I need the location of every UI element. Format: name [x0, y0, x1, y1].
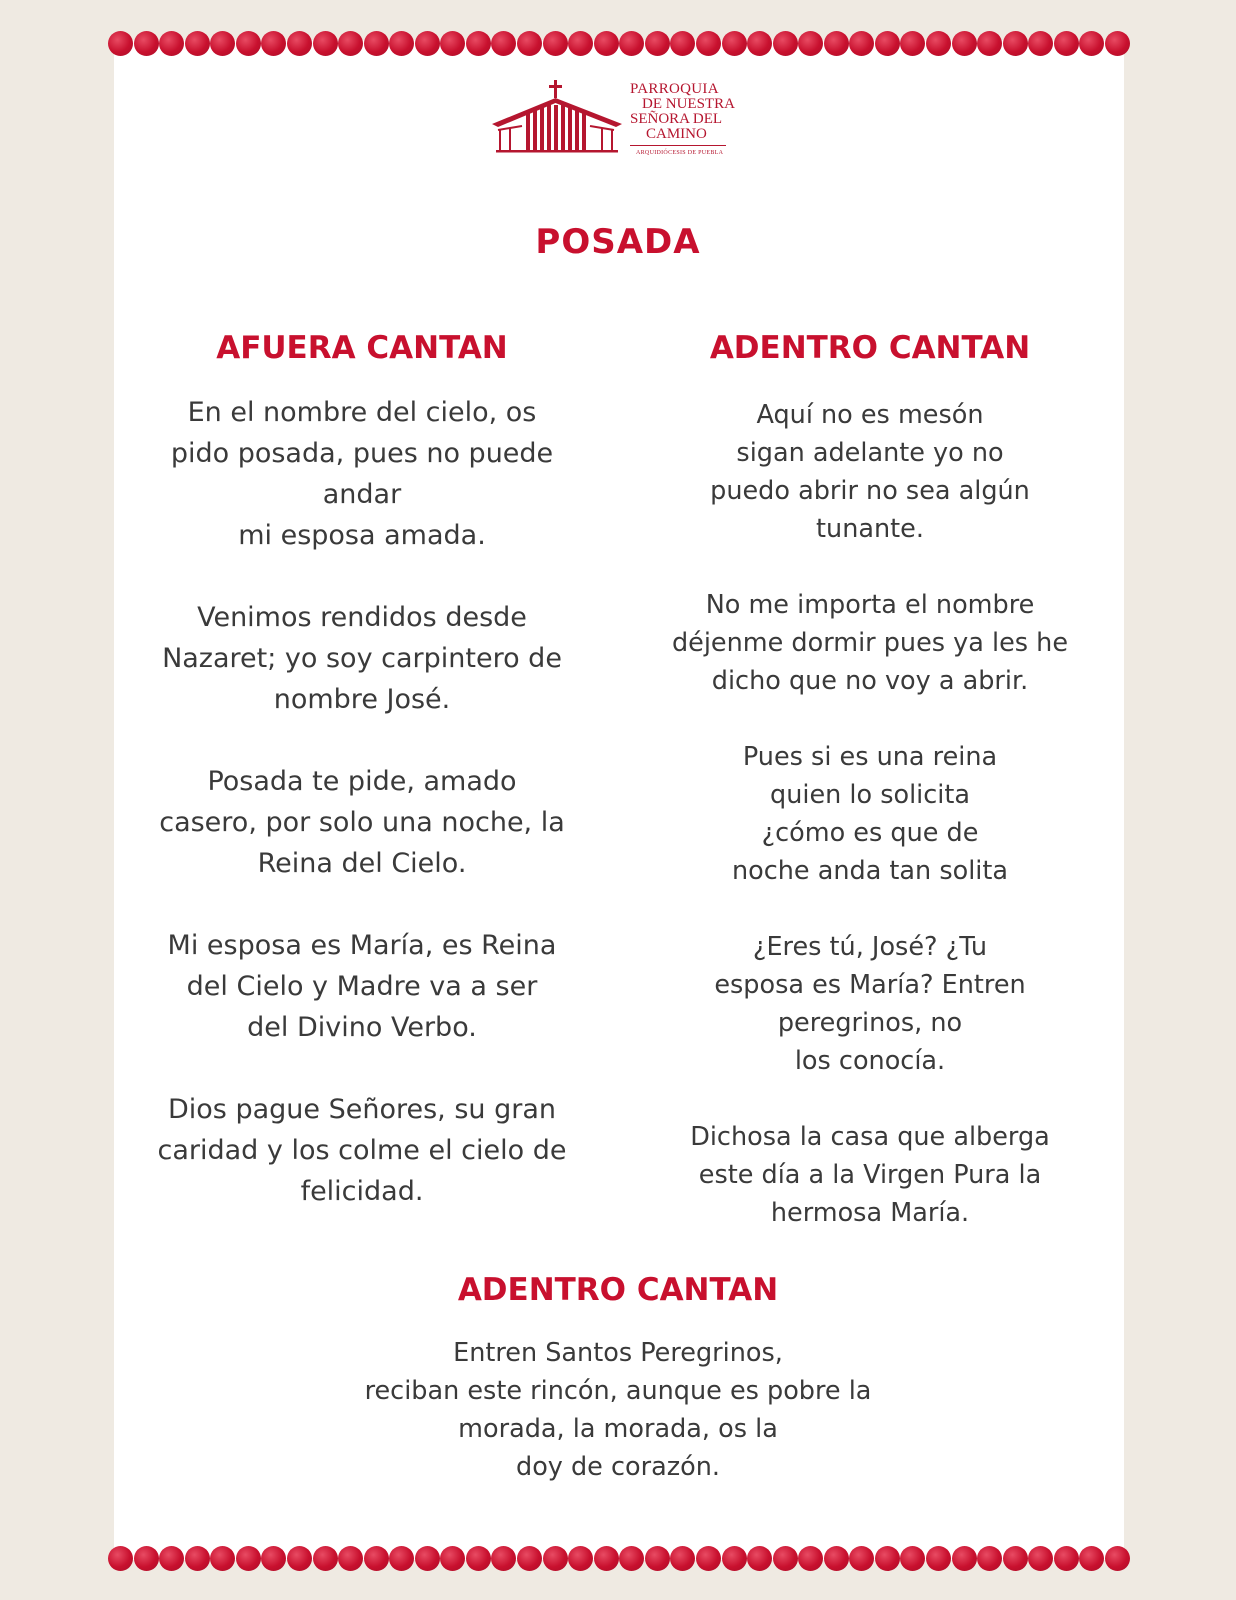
border-dot	[747, 31, 772, 56]
border-dot	[1079, 31, 1104, 56]
border-dot	[440, 31, 465, 56]
border-dot	[415, 1546, 440, 1571]
page-title: POSADA	[535, 222, 701, 262]
border-dot	[261, 31, 286, 56]
top-dot-border	[108, 30, 1130, 56]
border-dot	[364, 31, 389, 56]
border-dot	[670, 31, 695, 56]
border-dot	[568, 31, 593, 56]
border-dot	[773, 1546, 798, 1571]
border-dot	[491, 31, 516, 56]
border-dot	[952, 1546, 977, 1571]
left-stanza-2: Venimos rendidos desde Nazaret; yo soy carpintero de nombre José.	[162, 602, 562, 715]
logo-line-5: ARQUIDIÓCESIS DE PUEBLA	[636, 150, 724, 156]
border-dot	[1054, 31, 1079, 56]
border-dot	[543, 1546, 568, 1571]
logo-line-1: PARROQUIA	[630, 81, 719, 97]
border-dot	[210, 31, 235, 56]
border-dot	[415, 31, 440, 56]
border-dot	[517, 1546, 542, 1571]
bottom-verse: Entren Santos Peregrinos, reciban este rincón, aunque es pobre la morada, la morada, os la doy de corazón.	[364, 1338, 872, 1482]
border-dot	[594, 31, 619, 56]
border-dot	[645, 31, 670, 56]
border-dot	[645, 1546, 670, 1571]
border-dot	[1028, 31, 1053, 56]
border-dot	[440, 1546, 465, 1571]
left-stanza-5: Dios pague Señores, su gran caridad y los colme el cielo de felicidad.	[157, 1094, 567, 1207]
right-column-heading: ADENTRO CANTAN	[709, 330, 1031, 366]
border-dot	[389, 31, 414, 56]
left-column-verses	[132, 392, 592, 1253]
border-dot	[926, 31, 951, 56]
border-dot	[466, 31, 491, 56]
right-stanza-2: No me importa el nombre déjenme dormir pues ya les he dicho que no voy a abrir.	[671, 590, 1069, 696]
border-dot	[696, 1546, 721, 1571]
parish-logo	[490, 78, 750, 164]
border-dot	[798, 1546, 823, 1571]
border-dot	[1003, 31, 1028, 56]
border-dot	[1079, 1546, 1104, 1571]
border-dot	[1003, 1546, 1028, 1571]
border-dot	[849, 31, 874, 56]
border-dot	[491, 1546, 516, 1571]
border-dot	[210, 1546, 235, 1571]
border-dot	[134, 1546, 159, 1571]
border-dot	[875, 31, 900, 56]
border-dot	[159, 31, 184, 56]
border-dot	[543, 31, 568, 56]
border-dot	[619, 31, 644, 56]
right-stanza-3: Pues si es una reina quien lo solicita ¿cómo es que de noche anda tan solita	[731, 742, 1009, 886]
bottom-heading: ADENTRO CANTAN	[457, 1272, 779, 1308]
border-dot	[236, 31, 261, 56]
border-dot	[466, 1546, 491, 1571]
border-dot	[594, 1546, 619, 1571]
border-dot	[568, 1546, 593, 1571]
logo-line-3: SEÑORA DEL	[630, 111, 723, 127]
border-dot	[338, 1546, 363, 1571]
border-dot	[1105, 31, 1130, 56]
border-dot	[1028, 1546, 1053, 1571]
border-dot	[900, 31, 925, 56]
left-column-heading: AFUERA CANTAN	[216, 330, 508, 366]
border-dot	[338, 31, 363, 56]
border-dot	[1105, 1546, 1130, 1571]
logo-line-2: DE NUESTRA	[642, 96, 735, 112]
border-dot	[185, 31, 210, 56]
border-dot	[619, 1546, 644, 1571]
right-stanza-1: Aquí no es mesón sigan adelante yo no puedo abrir no sea algún tunante.	[710, 400, 1030, 544]
border-dot	[261, 1546, 286, 1571]
border-dot	[952, 31, 977, 56]
logo-wordmark	[630, 82, 735, 156]
church-icon	[490, 78, 624, 158]
border-dot	[824, 31, 849, 56]
border-dot	[696, 31, 721, 56]
border-dot	[824, 1546, 849, 1571]
border-dot	[108, 31, 133, 56]
border-dot	[287, 1546, 312, 1571]
border-dot	[773, 31, 798, 56]
border-dot	[313, 1546, 338, 1571]
right-stanza-4: ¿Eres tú, José? ¿Tu esposa es María? Entren peregrinos, no los conocía.	[714, 932, 1026, 1076]
left-stanza-3: Posada te pide, amado casero, por solo una noche, la Reina del Cielo.	[159, 766, 565, 879]
left-stanza-1: En el nombre del cielo, os pido posada, pues no puede andar mi esposa amada.	[170, 397, 554, 551]
border-dot	[722, 31, 747, 56]
border-dot	[670, 1546, 695, 1571]
border-dot	[364, 1546, 389, 1571]
border-dot	[900, 1546, 925, 1571]
right-column-verses	[640, 396, 1100, 1270]
bottom-dot-border	[108, 1545, 1130, 1571]
border-dot	[926, 1546, 951, 1571]
border-dot	[798, 31, 823, 56]
logo-rule	[630, 145, 726, 146]
border-dot	[134, 31, 159, 56]
border-dot	[287, 31, 312, 56]
right-stanza-5: Dichosa la casa que alberga este día a la Virgen Pura la hermosa María.	[690, 1122, 1050, 1228]
border-dot	[747, 1546, 772, 1571]
left-stanza-4: Mi esposa es María, es Reina del Cielo y Madre va a ser del Divino Verbo.	[167, 930, 557, 1043]
border-dot	[159, 1546, 184, 1571]
border-dot	[313, 31, 338, 56]
border-dot	[1054, 1546, 1079, 1571]
border-dot	[722, 1546, 747, 1571]
border-dot	[849, 1546, 874, 1571]
border-dot	[108, 1546, 133, 1571]
border-dot	[875, 1546, 900, 1571]
border-dot	[977, 31, 1002, 56]
border-dot	[517, 31, 542, 56]
border-dot	[236, 1546, 261, 1571]
border-dot	[977, 1546, 1002, 1571]
logo-line-4: CAMINO	[646, 126, 707, 142]
border-dot	[185, 1546, 210, 1571]
border-dot	[389, 1546, 414, 1571]
